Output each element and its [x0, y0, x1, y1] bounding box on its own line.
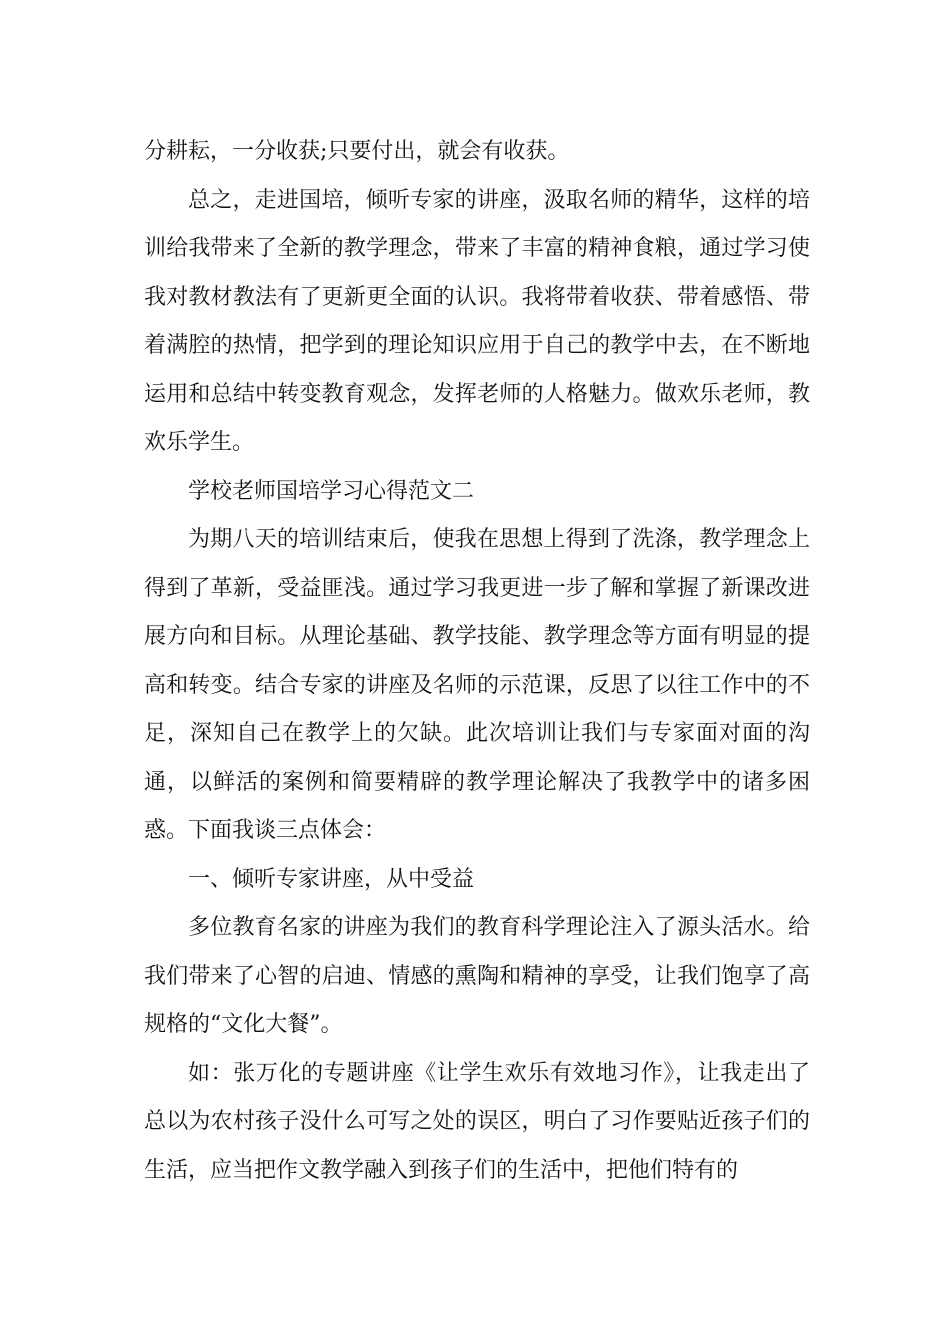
section-title: 学校老师国培学习心得范文二	[188, 478, 475, 504]
subheading-point-one: 一、倾听专家讲座，从中受益	[188, 866, 475, 892]
paragraph-continuation: 分耕耘，一分收获;只要付出，就会有收获。	[144, 139, 570, 164]
paragraph-lectures: 多位教育名家的讲座为我们的教育科学理论注入了源头活水。给我们带来了心智的启迪、情感的熏陶和精神的享受，让我们饱享了高规格的“文化大餐”。	[144, 915, 810, 1037]
paragraph-example: 如：张万化的专题讲座《让学生欢乐有效地习作》，让我走出了总以为农村孩子没什么可写之处的误区，明白了习作要贴近孩子们的生活，应当把作文教学融入到孩子们的生活中，把他们特有的	[144, 1060, 810, 1183]
paragraph-summary: 总之，走进国培，倾听专家的讲座，汲取名师的精华，这样的培训给我带来了全新的教学理念，带来了丰富的精神食粮，通过学习使我对教材教法有了更新更全面的认识。我将带着收获、带着感悟、带着满腔的热情，把学到的理论知识应用于自己的教学中去，在不断地运用和总结中转变教育观念，发挥老师的人格魅力。做欢乐老师，教欢乐学生。	[144, 187, 810, 455]
document-body	[144, 128, 810, 1195]
paragraph-intro: 为期八天的培训结束后，使我在思想上得到了洗涤，教学理念上得到了革新，受益匪浅。通过学习我更进一步了解和掌握了新课改进展方向和目标。从理论基础、教学技能、教学理念等方面有明显的提高和转变。结合专家的讲座及名师的示范课，反思了以往工作中的不足，深知自己在教学上的欠缺。此次培训让我们与专家面对面的沟通，以鲜活的案例和简要精辟的教学理论解决了我教学中的诸多困惑。下面我谈三点体会：	[144, 527, 810, 843]
